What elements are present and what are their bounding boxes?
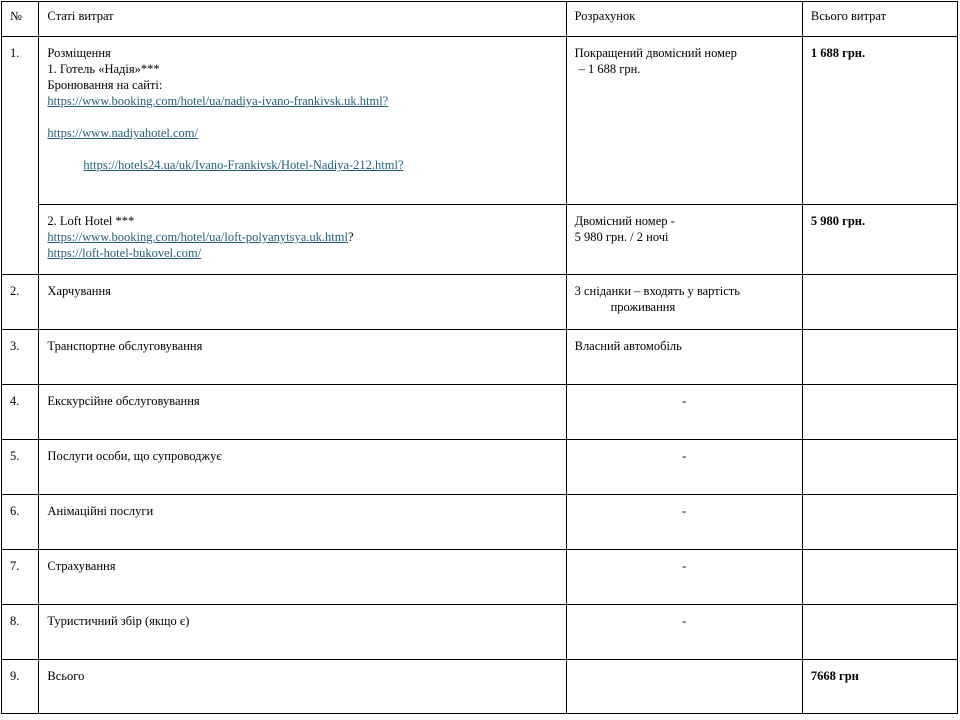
row-total xyxy=(802,440,957,495)
booking-link-loft[interactable]: https://www.booking.com/hotel/ua/loft-polyanytsya.uk.html xyxy=(47,230,348,244)
row-total xyxy=(802,330,957,385)
table-row xyxy=(2,37,958,205)
row-calc: Власний автомобіль xyxy=(566,330,802,385)
row-item: Екскурсійне обслуговування xyxy=(39,385,566,440)
calc-line: – 1 688 грн. xyxy=(578,62,641,76)
row-item: Туристичний збір (якщо є) xyxy=(39,605,566,660)
row-num: 1. xyxy=(2,37,39,275)
row-item: Транспортне обслуговування xyxy=(39,330,566,385)
row-item xyxy=(39,205,566,275)
table-row xyxy=(2,495,958,550)
calc-line: 5 980 грн. / 2 ночі xyxy=(574,230,669,244)
row-num: 3. xyxy=(2,330,39,385)
row-calc xyxy=(566,275,802,330)
table-row xyxy=(2,330,958,385)
table-row xyxy=(2,205,958,275)
row-calc: - xyxy=(566,440,802,495)
table-row xyxy=(2,385,958,440)
row-num: 9. xyxy=(2,660,39,714)
row-item: Анімаційні послуги xyxy=(39,495,566,550)
row-total xyxy=(802,495,957,550)
row-item xyxy=(39,37,566,205)
row-calc: - xyxy=(566,550,802,605)
row-total xyxy=(802,385,957,440)
row-total: 5 980 грн. xyxy=(802,205,957,275)
row-calc: - xyxy=(566,605,802,660)
row-total xyxy=(802,275,957,330)
row-item: Страхування xyxy=(39,550,566,605)
expenses-table xyxy=(1,1,958,714)
calc-line: 3 сніданки – входять у вартість xyxy=(574,284,740,298)
nadiyahotel-link[interactable]: https://www.nadiyahotel.com/ xyxy=(47,126,198,140)
row-calc xyxy=(566,660,802,714)
row-total: 1 688 грн. xyxy=(802,37,957,205)
row-item: Всього xyxy=(39,660,566,714)
row-total xyxy=(802,605,957,660)
header-num: № xyxy=(2,2,39,37)
table-row xyxy=(2,550,958,605)
item-line: Бронювання на сайті: xyxy=(47,78,163,92)
row-calc xyxy=(566,205,802,275)
item-line: 1. Готель «Надія»*** xyxy=(47,62,160,76)
row-item: Харчування xyxy=(39,275,566,330)
row-calc: - xyxy=(566,495,802,550)
row-num: 4. xyxy=(2,385,39,440)
row-item: Послуги особи, що супроводжує xyxy=(39,440,566,495)
header-item: Статі витрат xyxy=(39,2,566,37)
row-num: 8. xyxy=(2,605,39,660)
table-row xyxy=(2,275,958,330)
calc-line: проживання xyxy=(610,300,676,314)
row-num: 2. xyxy=(2,275,39,330)
hotels24-link[interactable]: https://hotels24.ua/uk/Ivano-Frankivsk/Hotel-Nadiya-212.html? xyxy=(83,158,404,172)
row-total: 7668 грн xyxy=(802,660,957,714)
table-row xyxy=(2,660,958,714)
item-line: Розміщення xyxy=(47,46,111,60)
row-num: 6. xyxy=(2,495,39,550)
header-total: Всього витрат xyxy=(802,2,957,37)
table-row xyxy=(2,605,958,660)
row-calc xyxy=(566,37,802,205)
header-calc: Розрахунок xyxy=(566,2,802,37)
item-line: 2. Loft Hotel *** xyxy=(47,214,135,228)
header-row xyxy=(2,2,958,37)
row-num: 5. xyxy=(2,440,39,495)
loft-bukovel-link[interactable]: https://loft-hotel-bukovel.com/ xyxy=(47,246,202,260)
row-calc: - xyxy=(566,385,802,440)
row-total xyxy=(802,550,957,605)
table-row xyxy=(2,440,958,495)
row-num: 7. xyxy=(2,550,39,605)
link-suffix: ? xyxy=(347,230,354,244)
booking-link-nadiya[interactable]: https://www.booking.com/hotel/ua/nadiya-ivano-frankivsk.uk.html? xyxy=(47,94,389,108)
calc-line: Покращений двомісний номер xyxy=(574,46,737,60)
calc-line: Двомісний номер - xyxy=(574,214,675,228)
